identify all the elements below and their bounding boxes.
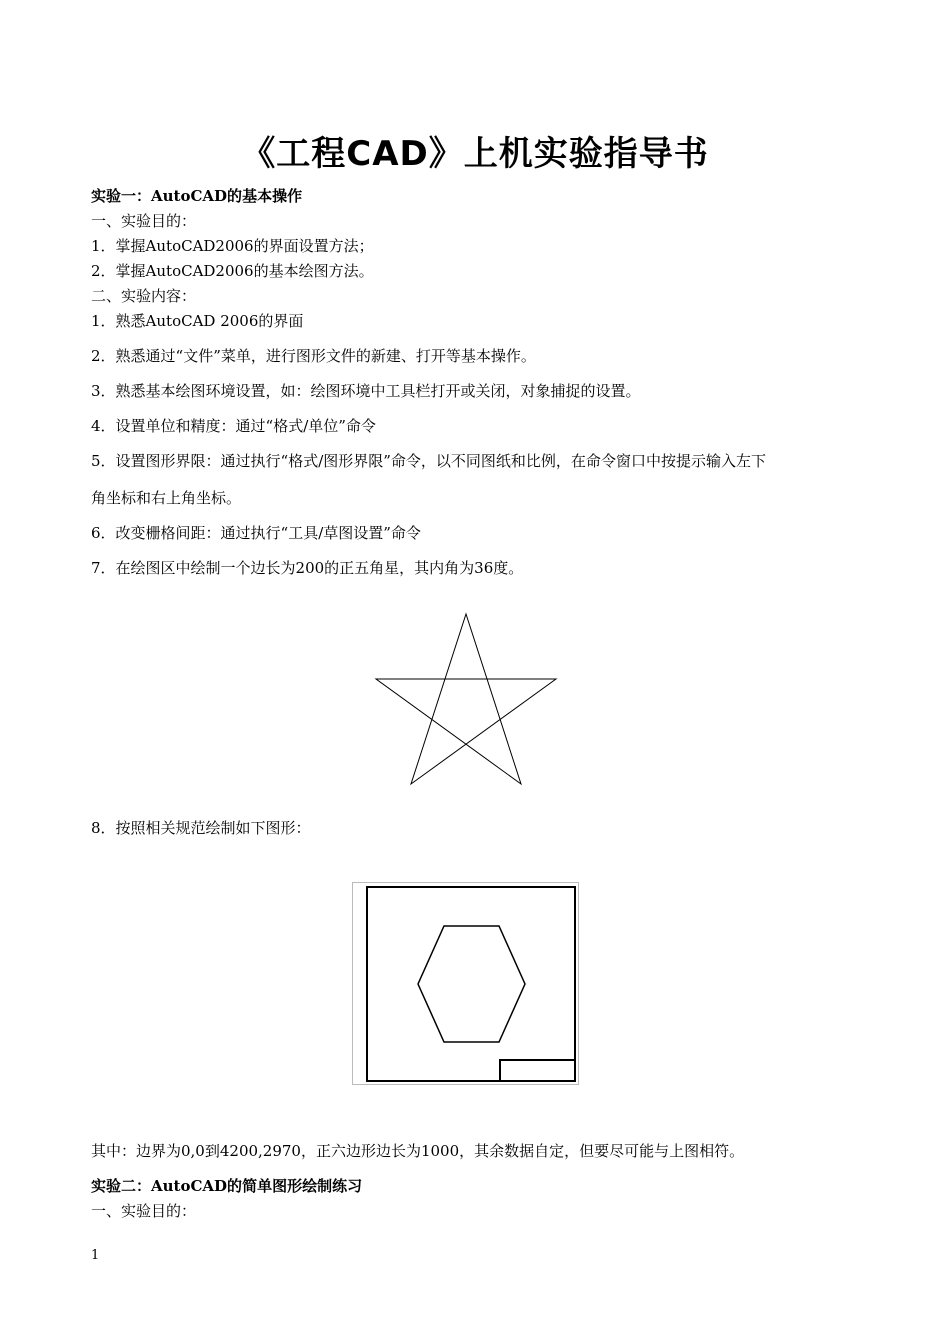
exp1-content-item-1: 1．熟悉AutoCAD 2006的界面 [91, 312, 304, 330]
page-title: 《工程CAD》上机实验指导书 [241, 134, 709, 174]
exp1-note: 其中：边界为0,0到4200,2970，正六边形边长为1000，其余数据自定，但要尽可能与上图相符。 [91, 1142, 745, 1160]
exp1-item-8: 8．按照相关规范绘制如下图形： [91, 819, 311, 837]
exp1-purpose-label: 一、实验目的： [91, 212, 197, 230]
exp1-content-item-5: 5．设置图形界限：通过执行“格式/图形界限”命令，以不同图纸和比例，在命令窗口中按提示输入左下 [91, 452, 766, 470]
exp1-content-item-5-cont: 角坐标和右上角坐标。 [91, 489, 242, 507]
pentagram-shape [376, 614, 556, 784]
title-block [500, 1060, 575, 1081]
exp1-content-item-2: 2．熟悉通过“文件”菜单，进行图形文件的新建、打开等基本操作。 [91, 347, 536, 365]
drawing-frame-figure [352, 882, 580, 1086]
exp1-content-item-7: 7．在绘图区中绘制一个边长为200的正五角星，其内角为36度。 [91, 559, 524, 577]
hexagon-shape [418, 926, 525, 1042]
exp2-heading: 实验二：AutoCAD的简单图形绘制练习 [91, 1177, 363, 1195]
outer-border [353, 883, 579, 1085]
exp1-content-item-3: 3．熟悉基本绘图环境设置，如：绘图环境中工具栏打开或关闭，对象捕捉的设置。 [91, 382, 641, 400]
exp2-purpose-label: 一、实验目的： [91, 1202, 197, 1220]
exp1-content-item-6: 6．改变栅格间距：通过执行“工具/草图设置”命令 [91, 524, 421, 542]
pentagram-figure [370, 608, 565, 790]
exp1-heading: 实验一：AutoCAD的基本操作 [91, 187, 303, 205]
inner-frame [367, 887, 575, 1081]
page-number: 1 [91, 1248, 100, 1263]
exp1-purpose-item-1: 1．掌握AutoCAD2006的界面设置方法； [91, 237, 374, 255]
exp1-content-item-4: 4．设置单位和精度：通过“格式/单位”命令 [91, 417, 376, 435]
exp1-content-label: 二、实验内容： [91, 287, 197, 305]
exp1-purpose-item-2: 2．掌握AutoCAD2006的基本绘图方法。 [91, 262, 374, 280]
